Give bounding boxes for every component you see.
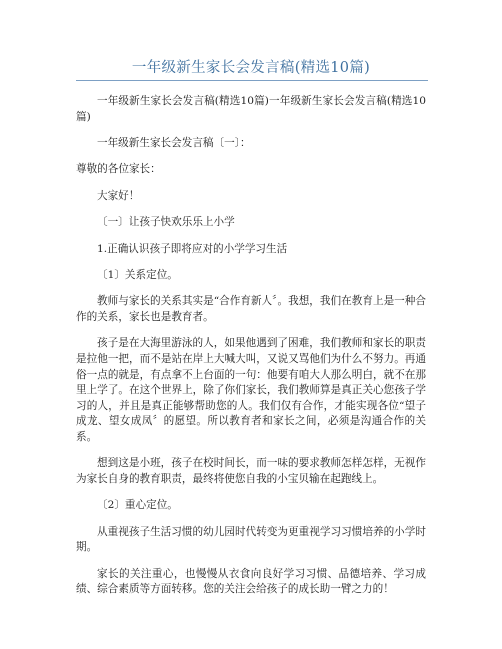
paragraph: 尊敬的各位家长：	[76, 163, 161, 176]
paragraph: 从重视孩子生活习惯的幼儿园时代转变为更重视学习习惯培养的小学时期。	[76, 525, 426, 554]
document-body	[76, 94, 426, 609]
paragraph: 孩子是在大海里游泳的人，如果他遇到了困难，我们教师和家长的职责是拉他一把，而不是站在岸上大喊大叫，又说又骂他们为什么不努力。再通俗一点的就是，有点拿不上台面的一句：他要有咱大人那么明白，就不在那里上学了。在这个世界上，除了你们家长，我们教师算是真正关心您孩子学习的人，并且是真正能够帮助您的人。我们仅有合作，才能实现各位“望子成龙、望女成凤〞的愿望。所以教育者和家长之间，必须是沟通合作的关系。	[76, 337, 426, 443]
paragraph: 家长的关注重心，也慢慢从衣食向良好学习习惯、品德培养、学习成绩、综合素质等方面转移。您的关注会给孩子的成长助一臂之力的！	[76, 567, 426, 596]
paragraph: 〔1〕关系定位。	[97, 268, 178, 281]
paragraph: 大家好！	[97, 189, 140, 202]
paragraph: 一年级新生家长会发言稿(精选10篇)一年级新生家长会发言稿(精选10篇)	[76, 95, 426, 123]
paragraph: 〔一〕让孩子快欢乐乐上小学	[97, 216, 235, 229]
paragraph: 1.正确认识孩子即将应对的小学学习生活	[97, 242, 288, 255]
paragraph: 〔2〕重心定位。	[97, 499, 178, 512]
paragraph: 一年级新生家长会发言稿〔一〕：	[97, 136, 251, 149]
paragraph: 想到这是小班，孩子在校时间长，而一味的要求教师怎样怎样，无视作为家长自身的教育职责，最终将使您自我的小宝贝输在起跑线上。	[76, 457, 426, 485]
paragraph: 教师与家长的关系其实是“合作育新人〞。我想，我们在教育上是一种合作的关系，家长也是教育者。	[76, 295, 426, 323]
document-title: 一年级新生家长会发言稿(精选10篇)	[131, 60, 371, 76]
title-divider	[76, 80, 428, 81]
